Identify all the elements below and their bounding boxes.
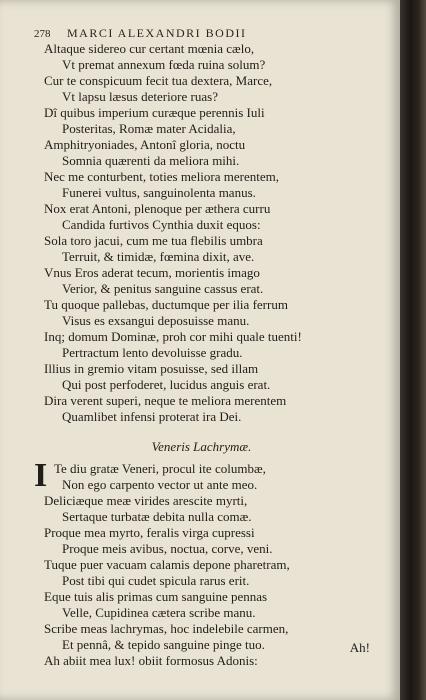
verse-line: Proque meis avibus, noctua, corve, veni. — [62, 541, 273, 556]
verse-line: Candida furtivos Cynthia duxit equos: — [62, 217, 261, 232]
verse-line: Vnus Eros aderat tecum, morientis imago — [44, 265, 260, 280]
verse-line: Illius in gremio vitam posuisse, sed illam — [44, 361, 259, 376]
verse-line: Terruit, & timidæ, fœmina dixit, ave. — [62, 249, 255, 264]
verse-line: Tuque puer vacuam calamis depone pharetram, — [44, 557, 290, 572]
poem-title: Veneris Lachrymæ. — [151, 439, 252, 454]
verse-line: Dî quibus imperium curæque perennis Iuli — [44, 105, 265, 120]
verse-line: Verior, & penitus sanguine cassus erat. — [62, 281, 264, 296]
verse-line: Nox erat Antoni, plenoque per æthera curru — [44, 201, 271, 216]
verse-line: Posteritas, Romæ mater Acidalia, — [62, 121, 236, 136]
verse-line: Dira verent superi, neque te meliora merentem — [44, 393, 287, 408]
running-title: MARCI ALEXANDRI BODII — [67, 26, 247, 40]
verse-line: Nec me conturbent, toties meliora merentem, — [44, 169, 279, 184]
verse-line: Te diu gratæ Veneri, procul ite columbæ, — [54, 461, 266, 476]
verse-line: Eque tuis alis primas cum sanguine pennas — [44, 589, 268, 604]
verse-line: Post tibi qui cudet spicula rarus erit. — [62, 573, 250, 588]
poem-two — [34, 457, 389, 669]
book-edge — [400, 0, 426, 700]
verse-line: Somnia quærenti da meliora mihi. — [62, 153, 240, 168]
verse-line: Qui post perfoderet, lucidus anguis erat. — [62, 377, 271, 392]
poem-text — [34, 41, 389, 669]
verse-line: Amphitryoniades, Antonî gloria, noctu — [44, 137, 246, 152]
page-number: 278 — [34, 28, 51, 40]
verse-line: Inq; domum Dominæ, proh cor mihi quale tuenti! — [44, 329, 302, 344]
verse-line: Funerei vultus, sanguinolenta manus. — [62, 185, 256, 200]
verse-line: Proque mea myrto, feralis virga cupressi — [44, 525, 255, 540]
verse-line: Non ego carpento vector ut ante meo. — [62, 477, 258, 492]
running-head — [34, 26, 247, 41]
closing-exclamation: Ah! — [349, 640, 370, 655]
verse-line: Et pennâ, & tepido sanguine pinge tuo. — [62, 637, 265, 652]
verse-line: Ah abiit mea lux! obiit formosus Adonis: — [44, 653, 258, 668]
verse-line: Sertaque turbatæ debita nulla comæ. — [62, 509, 252, 524]
verse-line: Tu quoque pallebas, ductumque per ilia ferrum — [44, 297, 288, 312]
verse-line: Deliciæque meæ virides arescite myrti, — [44, 493, 248, 508]
verse-line: Quamlibet infensi proterat ira Dei. — [62, 409, 242, 424]
drop-cap: I — [34, 457, 48, 494]
poem-one — [44, 41, 389, 425]
verse-line: Cur te conspicuum fecit tua dextera, Marce, — [44, 73, 273, 88]
verse-line: Scribe meas lachrymas, hoc indelebile carmen, — [44, 621, 289, 636]
verse-line: Velle, Cupidinea cætera scribe manu. — [62, 605, 256, 620]
verse-line: Vt premat annexum fœda ruina solum? — [62, 57, 266, 72]
verse-line: Visus es exsangui deposuisse manu. — [62, 313, 250, 328]
verse-line: Altaque sidereo cur certant mœnia cælo, — [44, 41, 255, 56]
verse-line: Pertractum lento devoluisse gradu. — [62, 345, 243, 360]
verse-line: Vt lapsu læsus deteriore ruas? — [62, 89, 218, 104]
verse-line: Sola toro jacui, cum me tua flebilis umbra — [44, 233, 263, 248]
